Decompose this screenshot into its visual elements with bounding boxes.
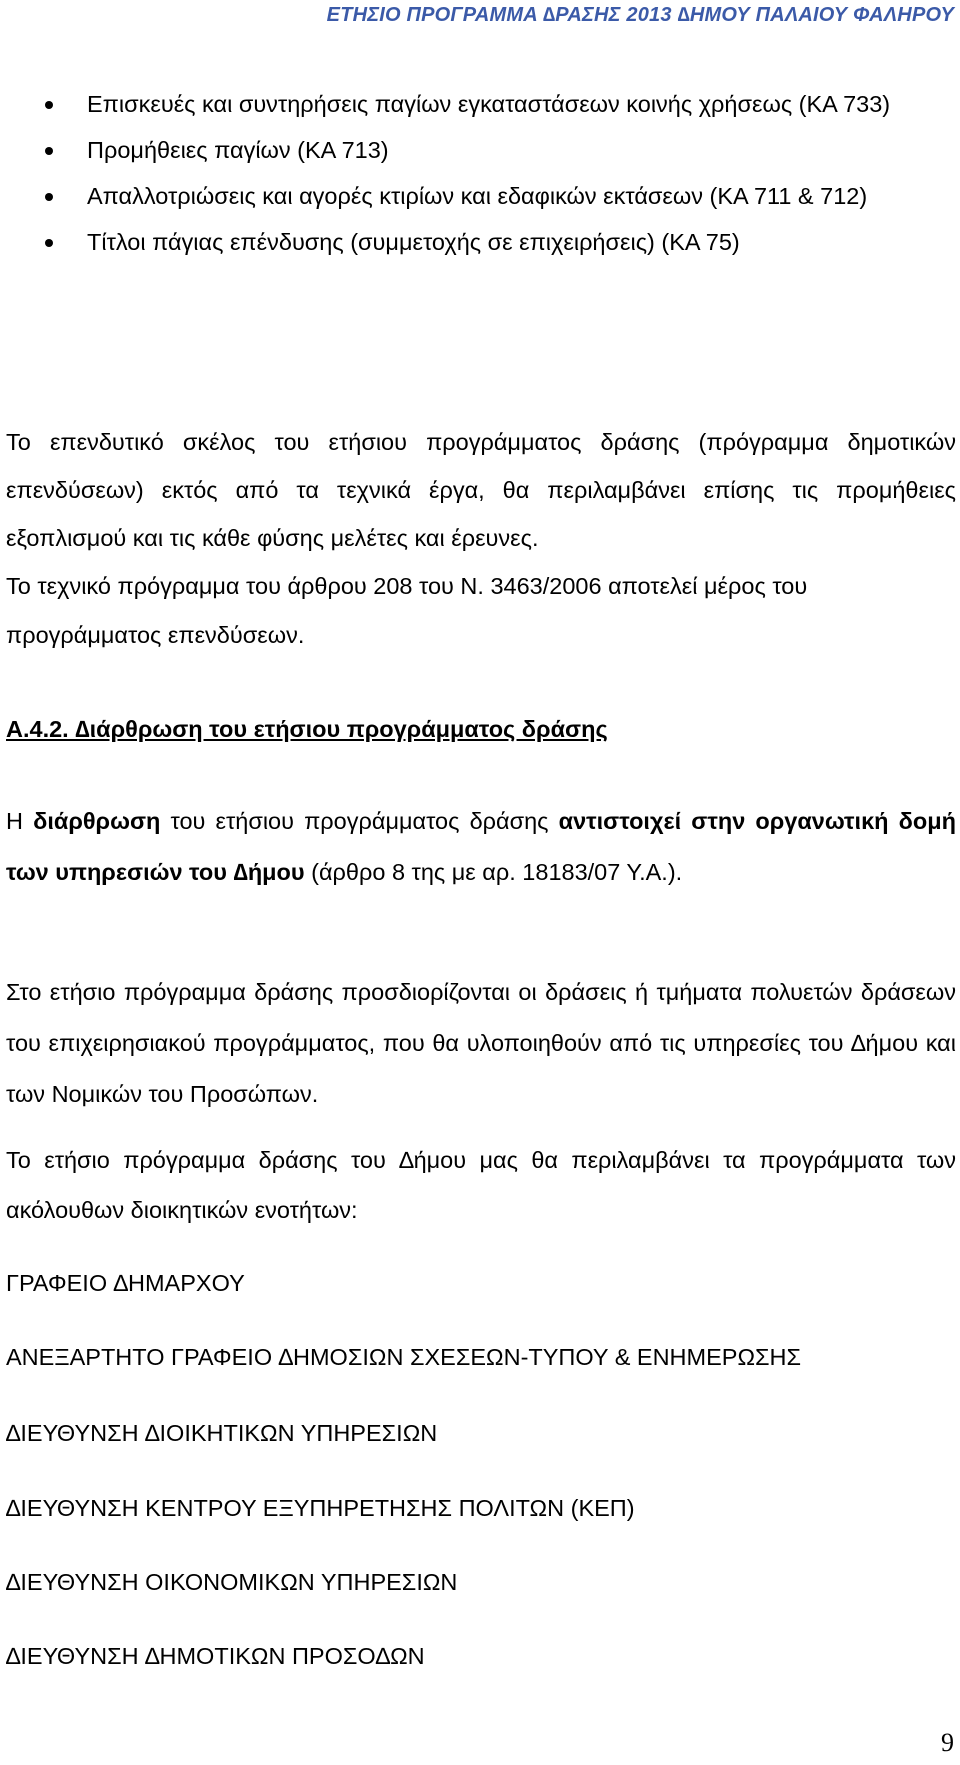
list-item-text: Προμήθειες παγίων (ΚΑ 713) — [87, 137, 389, 163]
bullet-icon — [45, 239, 53, 247]
unit-financial-services: ∆ΙΕΥΘΥΝΣΗ ΟΙΚΟΝΟΜΙΚΩΝ ΥΠΗΡΕΣΙΩΝ — [6, 1569, 458, 1595]
unit-municipal-revenues: ∆ΙΕΥΘΥΝΣΗ ∆ΗΜΟΤΙΚΩΝ ΠΡΟΣΟ∆ΩΝ — [6, 1643, 425, 1669]
structure-text-1: Η — [6, 808, 34, 834]
list-item — [0, 82, 960, 127]
investment-paragraph: Το επενδυτικό σκέλος του ετήσιου προγράμματος δράσης (πρόγραμμα δημοτικών επενδύσεων) εκτός από τα τεχνικά έργα, θα περιλαμβάνει επίσης τις προμήθειες εξοπλισμού και τις κάθε φύσης μελέτες και έρευνες. — [6, 429, 956, 551]
technical-program-paragraph: Το τεχνικό πρόγραμμα του άρθρου 208 του Ν. 3463/2006 αποτελεί μέρος του προγράμματος επενδύσεων. — [6, 573, 808, 648]
expense-category-list — [0, 82, 960, 266]
list-item-text: Επισκευές και συντηρήσεις παγίων εγκαταστάσεων κοινής χρήσεως (ΚΑ 733) — [87, 91, 891, 117]
structure-paragraph — [6, 796, 956, 898]
unit-mayor-office: ΓΡΑΦΕΙΟ ∆ΗΜΑΡΧΟΥ — [6, 1270, 245, 1296]
page-number: 9 — [941, 1728, 954, 1757]
unit-citizen-service-center: ∆ΙΕΥΘΥΝΣΗ ΚΕΝΤΡΟΥ ΕΞΥΠΗΡΕΤΗΣΗΣ ΠΟΛΙΤΩΝ (ΚΕΠ) — [6, 1495, 635, 1521]
running-header: ΕΤΗΣΙΟ ΠΡΟΓΡΑΜΜΑ ∆ΡΑΣΗΣ 2013 ∆ΗΜΟΥ ΠΑΛΑΙΟΥ ΦΑΛΗΡΟΥ — [326, 4, 954, 26]
structure-bold-2: αντιστοιχεί στην οργανωτική δομή των υπηρεσιών του ∆ήμου — [6, 808, 956, 885]
bullet-icon — [45, 147, 53, 155]
unit-administrative-services: ∆ΙΕΥΘΥΝΣΗ ∆ΙΟΙΚΗΤΙΚΩΝ ΥΠΗΡΕΣΙΩΝ — [6, 1420, 438, 1446]
list-item-text: Απαλλοτριώσεις και αγορές κτιρίων και εδαφικών εκτάσεων (ΚΑ 711 & 712) — [87, 183, 868, 209]
structure-text-2: του ετήσιου προγράμματος δράσης — [160, 808, 559, 834]
list-item — [0, 128, 960, 173]
units-intro-paragraph: Το ετήσιο πρόγραμμα δράσης του ∆ήμου μας θα περιλαμβάνει τα προγράμματα των ακόλουθων διοικητικών ενοτήτων: — [6, 1147, 956, 1223]
section-heading: Α.4.2. ∆ιάρθρωση του ετήσιου προγράμματος δράσης — [6, 716, 608, 742]
bullet-icon — [45, 193, 53, 201]
actions-paragraph: Στο ετήσιο πρόγραμμα δράσης προσδιορίζονται οι δράσεις ή τμήματα πολυετών δράσεων του επιχειρησιακού προγράμματος, που θα υλοποιηθούν από τις υπηρεσίες του ∆ήμου και των Νομικών του Προσώπων. — [6, 979, 956, 1107]
bullet-icon — [45, 101, 53, 109]
list-item — [0, 174, 960, 219]
list-item — [0, 220, 960, 265]
list-item-text: Τίτλοι πάγιας επένδυσης (συμμετοχής σε επιχειρήσεις) (ΚΑ 75) — [87, 229, 740, 255]
structure-text-3: (άρθρο 8 της με αρ. 18183/07 Υ.Α.). — [304, 859, 683, 885]
unit-public-relations-office: ΑΝΕΞΑΡΤΗΤΟ ΓΡΑΦΕΙΟ ∆ΗΜΟΣΙΩΝ ΣΧΕΣΕΩΝ-ΤΥΠΟΥ & ΕΝΗΜΕΡΩΣΗΣ — [6, 1344, 802, 1370]
structure-bold-1: διάρθρωση — [33, 808, 161, 834]
